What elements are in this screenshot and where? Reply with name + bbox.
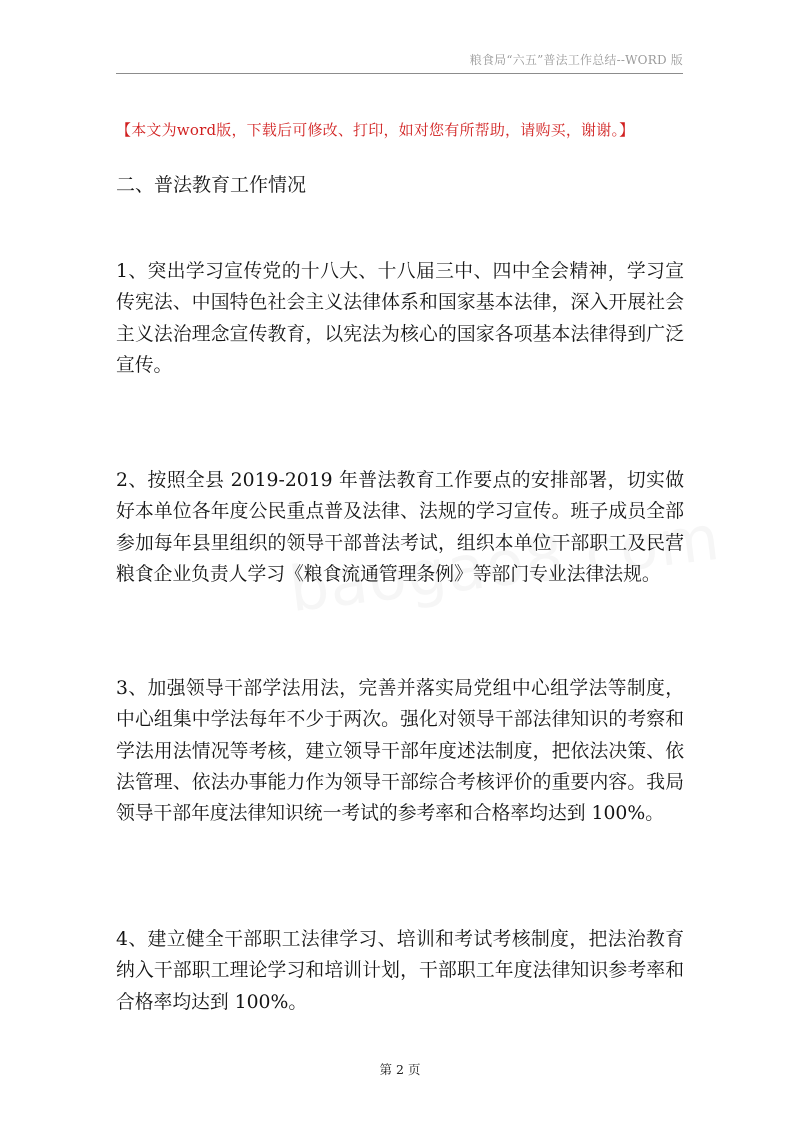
page-header-title: 粮食局“六五”普法工作总结--WORD 版 (469, 53, 683, 67)
header-divider (116, 73, 683, 74)
page-number: 第 2 页 (379, 1062, 421, 1077)
download-notice: 【本文为word版，下载后可修改、打印，如对您有所帮助，请购买，谢谢。】 (116, 121, 635, 139)
section-heading: 二、普法教育工作情况 (116, 174, 307, 196)
paragraph-3: 3、加强领导干部学法用法，完善并落实局党组中心组学法等制度，中心组集中学法每年不少于两次。强化对领导干部法律知识的考察和学法用法情况等考核，建立领导干部年度述法制度，把依法决策、依法管理、依法办事能力作为领导干部综合考核评价的重要内容。我局领导干部年度法律知识统一考试的参考率和合格率均达到 100%。 (116, 678, 684, 825)
paragraph-1: 1、突出学习宣传党的十八大、十八届三中、四中全会精神，学习宣传宪法、中国特色社会主义法律体系和国家基本法律，深入开展社会主义法治理念宣传教育，以宪法为核心的国家各项基本法律得到广泛宣传。 (116, 261, 684, 376)
paragraph-4: 4、建立健全干部职工法律学习、培训和考试考核制度，把法治教育纳入干部职工理论学习和培训计划，干部职工年度法律知识参考率和合格率均达到 100%。 (116, 929, 684, 1013)
paragraph-2: 2、按照全县 2019-2019 年普法教育工作要点的安排部署，切实做好本单位各年度公民重点普及法律、法规的学习宣传。班子成员全部参加每年县里组织的领导干部普法考试，组织本单位干部职工及民营粮食企业负责人学习《粮食流通管理条例》等部门专业法律法规。 (116, 470, 684, 585)
